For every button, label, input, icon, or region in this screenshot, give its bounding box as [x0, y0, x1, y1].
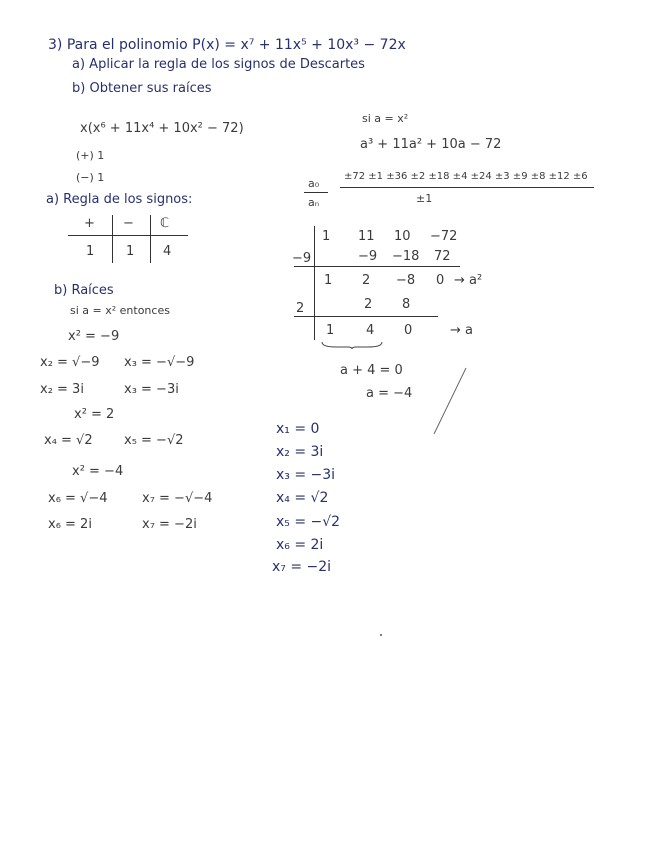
synth-result: 1	[326, 323, 335, 338]
table-value-positive: 1	[86, 244, 95, 259]
synth-vertical-line	[314, 226, 315, 340]
candidates-denominator: ±1	[416, 192, 433, 205]
synth-product: −18	[392, 249, 420, 264]
x6-sqrt: x₆ = √−4	[48, 491, 108, 506]
table-header-complex: ℂ	[160, 216, 170, 231]
table-value-negative: 1	[126, 244, 135, 259]
synth-product: 2	[364, 297, 373, 312]
x7-value: x₇ = −2i	[142, 517, 197, 532]
x3-sqrt: x₃ = −√−9	[124, 355, 195, 370]
synth-result: 0	[404, 323, 413, 338]
synth-coef: 10	[394, 229, 411, 244]
table-header-negative: −	[123, 216, 134, 231]
synth-result: 0	[436, 273, 445, 288]
synth-product: −9	[358, 249, 378, 264]
synth-root-1: −9	[292, 251, 312, 266]
synth-coef: 11	[358, 229, 375, 244]
table-divider-1	[112, 215, 113, 263]
summary-root: x₇ = −2i	[272, 559, 332, 575]
x4-value: x₄ = √2	[44, 433, 93, 448]
synth-label-a: → a	[450, 323, 473, 338]
table-header-rule	[68, 235, 188, 236]
part-a-statement: a) Aplicar la regla de los signos de Descartes	[72, 57, 365, 72]
table-header-positive: +	[84, 216, 95, 231]
synth-coef: 1	[322, 229, 331, 244]
equation-x2-neg9: x² = −9	[68, 329, 120, 344]
synth-root-2: 2	[296, 301, 305, 316]
sign-negative: (−) 1	[76, 171, 105, 184]
pen-stroke-mark	[430, 366, 470, 438]
summary-root: x₁ = 0	[276, 421, 320, 437]
x2-sqrt: x₂ = √−9	[40, 355, 100, 370]
polynomial-in-a: a³ + 11a² + 10a − 72	[360, 137, 502, 152]
problem-statement: 3) Para el polinomio P(x) = x⁷ + 11x⁵ + 10x³ − 72x	[48, 37, 406, 53]
summary-root: x₅ = −√2	[276, 514, 341, 530]
sign-positive: (+) 1	[76, 149, 105, 162]
summary-root: x₄ = √2	[276, 490, 329, 506]
synth-result: −8	[396, 273, 416, 288]
summary-root: x₆ = 2i	[276, 537, 324, 553]
substitution: si a = x²	[362, 112, 409, 125]
a-value: a = −4	[366, 386, 413, 401]
x6-value: x₆ = 2i	[48, 517, 92, 532]
sign-rule-title: a) Regla de los signos:	[46, 192, 193, 207]
synth-result: 1	[324, 273, 333, 288]
synth-result: 4	[366, 323, 375, 338]
synth-product: 72	[434, 249, 451, 264]
synth-result: 2	[362, 273, 371, 288]
table-value-complex: 4	[163, 244, 172, 259]
synth-coef: −72	[430, 229, 458, 244]
synth-label-a-squared: → a²	[454, 273, 483, 288]
candidates-numerator: ±72 ±1 ±36 ±2 ±18 ±4 ±24 ±3 ±9 ±8 ±12 ±6	[344, 171, 588, 182]
x3-value: x₃ = −3i	[124, 382, 179, 397]
underbrace-icon	[320, 340, 384, 350]
x7-sqrt: x₇ = −√−4	[142, 491, 213, 506]
equation-x2-neg4: x² = −4	[72, 464, 124, 479]
synth-product: 8	[402, 297, 411, 312]
candidates-bar	[340, 187, 594, 188]
synth-rule-1	[294, 266, 460, 267]
summary-root: x₃ = −3i	[276, 467, 336, 483]
x5-value: x₅ = −√2	[124, 433, 184, 448]
factored-polynomial: x(x⁶ + 11x⁴ + 10x² − 72)	[80, 121, 244, 136]
ratio-bar	[304, 192, 328, 193]
equation-x2-2: x² = 2	[74, 407, 115, 422]
ratio-denominator: aₙ	[308, 196, 320, 209]
ink-dot	[380, 634, 382, 636]
roots-title: b) Raíces	[54, 283, 114, 298]
x2-value: x₂ = 3i	[40, 382, 84, 397]
ratio-numerator: a₀	[308, 177, 320, 190]
roots-intro: si a = x² entonces	[70, 304, 170, 317]
synth-rule-2	[294, 316, 438, 317]
summary-root: x₂ = 3i	[276, 444, 324, 460]
table-divider-2	[150, 215, 151, 263]
equation-a-plus-4: a + 4 = 0	[340, 363, 403, 378]
part-b-statement: b) Obtener sus raíces	[72, 81, 212, 96]
